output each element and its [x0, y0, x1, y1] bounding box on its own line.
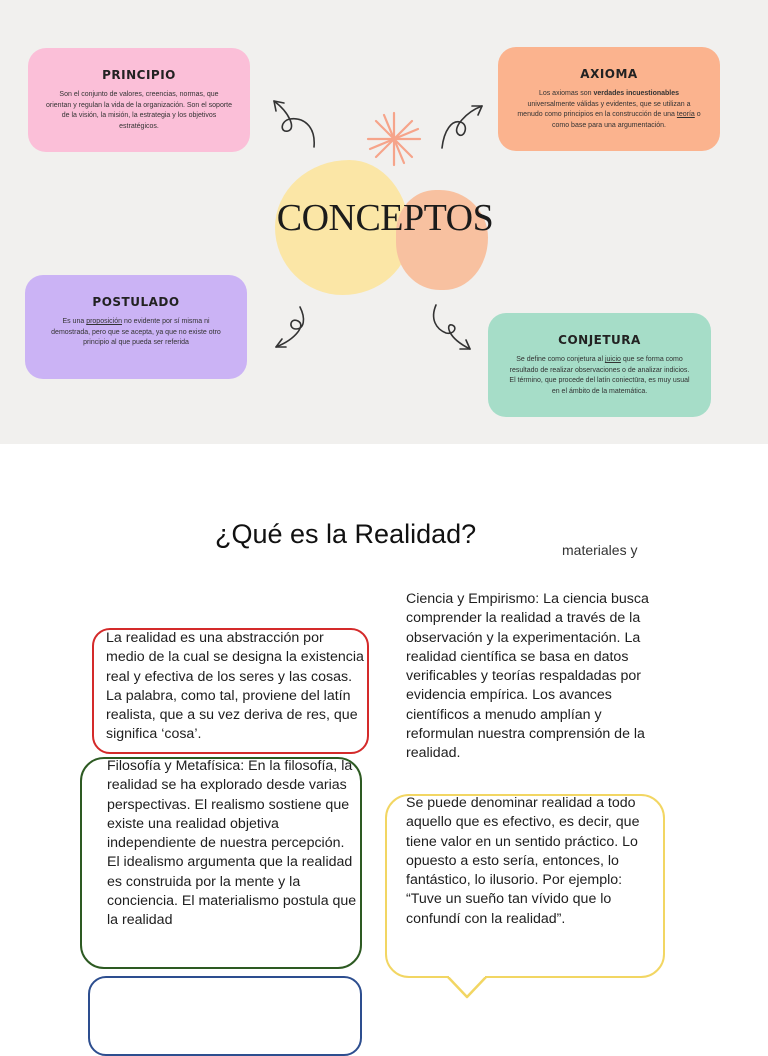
- body-text: o como base para una argumentación.: [551, 111, 701, 129]
- card-title: POSTULADO: [92, 295, 180, 309]
- bold-text: verdades incuestionables: [593, 90, 680, 97]
- link-text[interactable]: proposición: [86, 318, 122, 325]
- curly-arrow-icon: [266, 95, 320, 150]
- body-text: que se forma como resultado de realizar observaciones o de analizar indicios. El término, que procede del latín coniectūra, es muy usual en el ámbito de la matemática.: [509, 356, 690, 395]
- body-text: no evidente por sí misma ni demostrada, pero que se acepta, ya que no existe otro principio al que pueda ser referida: [51, 318, 221, 346]
- sun-icon: [364, 109, 424, 169]
- body-text: Es una: [62, 318, 87, 325]
- body-text: universalmente válidas y evidentes, que se utilizan a menudo como principios en la construcción de una: [517, 100, 691, 118]
- blue-text-box: [88, 976, 362, 1056]
- card-conjetura: [488, 313, 711, 417]
- card-axioma: [498, 47, 720, 151]
- link-text[interactable]: teoría: [676, 111, 695, 118]
- link-text[interactable]: juicio: [604, 356, 621, 363]
- body-text: Los axiomas son: [538, 90, 594, 97]
- practico-paragraph: Se puede denominar realidad a todo aquello que es efectivo, es decir, que tiene valor en un sentido práctico. Lo opuesto a esto sería, entonces, lo fantástico, lo ilusorio. Por ejemplo: “Tuve un sueño tan vívido que lo confundí con la realidad”.: [406, 795, 640, 927]
- document-title: ¿Qué es la Realidad?: [215, 519, 477, 549]
- concept-map-slide: [0, 0, 768, 444]
- curly-arrow-icon: [428, 303, 476, 355]
- card-body: [506, 355, 693, 397]
- card-title: PRINCIPIO: [102, 68, 176, 82]
- curly-arrow-icon: [270, 305, 318, 351]
- ciencia-paragraph: Ciencia y Empirismo: La ciencia busca comprender la realidad a través de la observación y la experimentación. La realidad científica se basa en datos verificables y teorías respaldadas por evidencia empírica. Los avances científicos a menudo amplían y reformulan nuestra comprensión de la realidad.: [406, 591, 649, 762]
- realidad-paragraph: La realidad es una abstracción por medio de la cual se designa la existencia real y efectiva de los seres y las cosas. La palabra, como tal, proviene del latín realista, que a su vez deriva de res, que significa ‘cosa’.: [106, 630, 364, 743]
- card-body: [43, 317, 229, 349]
- card-body: [516, 89, 702, 131]
- card-principio: [28, 48, 250, 152]
- speech-bubble-tail: [446, 975, 492, 1001]
- card-postulado: [25, 275, 247, 379]
- card-title: AXIOMA: [580, 67, 638, 81]
- body-text: Se define como conjetura al: [516, 356, 605, 363]
- card-title: CONJETURA: [558, 333, 641, 347]
- overflow-text-fragment: materiales y: [562, 542, 638, 558]
- slide-title: CONCEPTOS: [276, 197, 494, 239]
- card-body: Son el conjunto de valores, creencias, normas, que orientan y regulan la vida de la organización. Son el soporte de la visión, la misión, la estrategia y los objetivos estratégicos.: [46, 91, 233, 130]
- filosofia-paragraph: Filosofía y Metafísica: En la filosofía, la realidad se ha explorado desde varias perspectivas. El realismo sostiene que existe una realidad objetiva independiente de nuestra percepción. El idealismo argumenta que la realidad es construida por la mente y la conciencia. El materialismo postula que la realidad: [107, 758, 357, 929]
- curly-arrow-icon: [438, 100, 488, 152]
